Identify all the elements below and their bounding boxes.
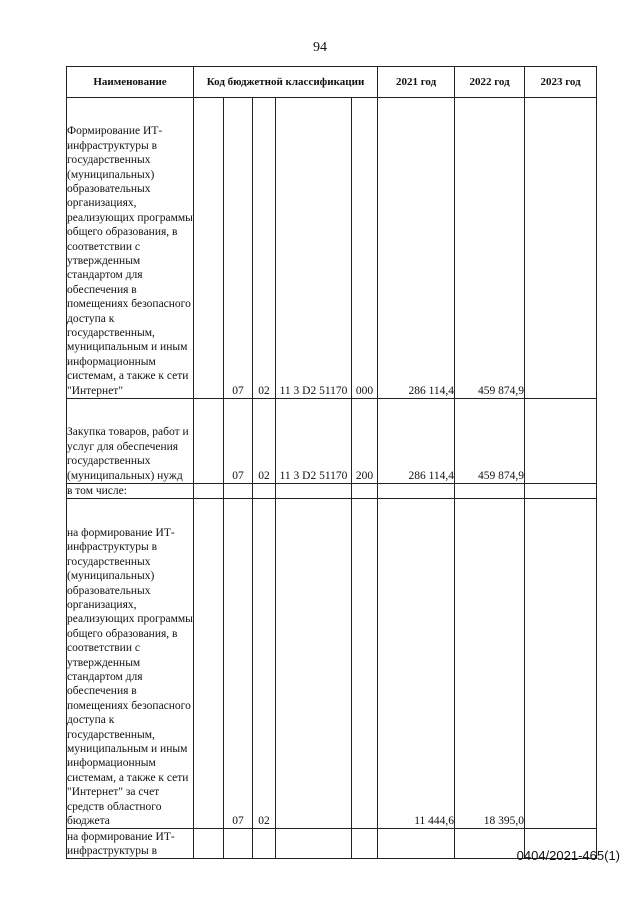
code-section: 07: [224, 499, 253, 829]
code-target-item: [276, 499, 352, 829]
code-expense-type: 200: [352, 399, 378, 484]
value-2023: [525, 98, 597, 399]
row-name: Формирование ИТ-инфраструктуры в государственных (муниципальных) образовательных организациях, реализующих программы общего образования, в соответствии с утвержденным стандартом для обеспечения в помещениях безопасного доступа к государственным, муниципальным и иным информационным системам, а также к сети "Интернет": [67, 98, 194, 399]
code-part-a: [194, 399, 224, 484]
value-2022: 459 874,9: [455, 98, 525, 399]
row-name: на формирование ИТ-инфраструктуры в: [67, 829, 194, 859]
budget-table: [66, 66, 597, 859]
header-name: Наименование: [67, 67, 194, 98]
value-2021: 11 444,6: [378, 499, 455, 829]
code-subsection: 02: [253, 399, 276, 484]
page-number: 94: [313, 40, 327, 55]
value-2023: [525, 399, 597, 484]
code-expense-type: 000: [352, 98, 378, 399]
code-part-a: [194, 98, 224, 399]
code-section: [224, 484, 253, 499]
value-2022: [455, 484, 525, 499]
code-expense-type: [352, 484, 378, 499]
code-section: 07: [224, 98, 253, 399]
header-2022: 2022 год: [455, 67, 525, 98]
row-name: в том числе:: [67, 484, 194, 499]
code-target-item: [276, 484, 352, 499]
value-2022: 18 395,0: [455, 499, 525, 829]
value-2023: [525, 499, 597, 829]
code-subsection: [253, 484, 276, 499]
table-row: [67, 484, 597, 499]
table-row: [67, 399, 597, 484]
code-subsection: 02: [253, 98, 276, 399]
value-2022: 459 874,9: [455, 399, 525, 484]
code-expense-type: [352, 499, 378, 829]
table-row: [67, 98, 597, 399]
document-code: 0404/2021-465(1): [516, 848, 620, 863]
header-2021: 2021 год: [378, 67, 455, 98]
code-target-item: 11 3 D2 51170: [276, 399, 352, 484]
value-2021: [378, 484, 455, 499]
header-budget-code: Код бюджетной классификации: [194, 67, 378, 98]
value-2021: 286 114,4: [378, 399, 455, 484]
value-2023: [525, 484, 597, 499]
row-name: на формирование ИТ-инфраструктуры в государственных (муниципальных) образовательных организациях, реализующих программы общего образования, в соответствии с утвержденным стандартом для обеспечения в помещениях безопасного доступа к государственным, муниципальным и иным информационным системам, а также к сети "Интернет" за счет средств областного бюджета: [67, 499, 194, 829]
code-target-item: 11 3 D2 51170: [276, 98, 352, 399]
row-name: Закупка товаров, работ и услуг для обеспечения государственных (муниципальных) нужд: [67, 399, 194, 484]
table-row: [67, 499, 597, 829]
code-part-a: [194, 484, 224, 499]
code-part-a: [194, 499, 224, 829]
code-subsection: 02: [253, 499, 276, 829]
code-section: 07: [224, 399, 253, 484]
table-header-row: [67, 67, 597, 98]
value-2021: 286 114,4: [378, 98, 455, 399]
header-2023: 2023 год: [525, 67, 597, 98]
